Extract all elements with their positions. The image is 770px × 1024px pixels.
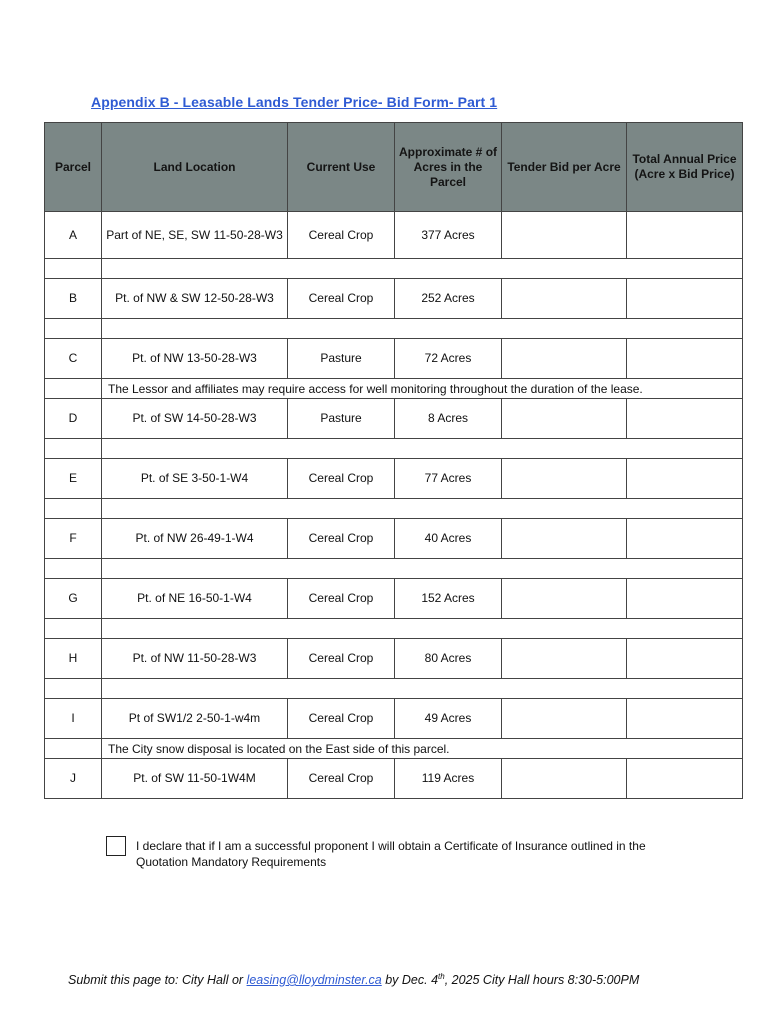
bid-form-table: [44, 122, 743, 799]
spacer-cell: [45, 559, 102, 579]
acres-cell: 40 Acres: [395, 519, 502, 559]
current-use-cell: Cereal Crop: [288, 519, 395, 559]
table-row: [45, 519, 743, 559]
parcel-cell: F: [45, 519, 102, 559]
current-use-cell: Pasture: [288, 339, 395, 379]
land-location-cell: Part of NE, SE, SW 11-50-28-W3: [102, 212, 288, 259]
spacer-row: [45, 499, 743, 519]
current-use-cell: Cereal Crop: [288, 639, 395, 679]
header-current-use: Current Use: [288, 123, 395, 212]
tender-bid-input-cell[interactable]: [502, 639, 627, 679]
acres-cell: 152 Acres: [395, 579, 502, 619]
header-land-location: Land Location: [102, 123, 288, 212]
total-price-input-cell[interactable]: [627, 519, 743, 559]
land-location-cell: Pt. of NW 13-50-28-W3: [102, 339, 288, 379]
spacer-cell: [102, 559, 743, 579]
current-use-cell: Cereal Crop: [288, 459, 395, 499]
table-row: [45, 339, 743, 379]
total-price-input-cell[interactable]: [627, 212, 743, 259]
total-price-input-cell[interactable]: [627, 339, 743, 379]
table-body: [45, 212, 743, 799]
acres-cell: 49 Acres: [395, 699, 502, 739]
spacer-row: [45, 559, 743, 579]
note-spacer-cell: [45, 379, 102, 399]
land-location-cell: Pt. of NW & SW 12-50-28-W3: [102, 279, 288, 319]
footer-date-suffix: th: [438, 972, 445, 981]
total-price-input-cell[interactable]: [627, 459, 743, 499]
table-row: [45, 459, 743, 499]
declaration-checkbox[interactable]: [106, 836, 126, 856]
spacer-cell: [45, 259, 102, 279]
parcel-cell: G: [45, 579, 102, 619]
table-row: [45, 759, 743, 799]
spacer-cell: [45, 439, 102, 459]
current-use-cell: Cereal Crop: [288, 212, 395, 259]
parcel-cell: B: [45, 279, 102, 319]
tender-bid-input-cell[interactable]: [502, 399, 627, 439]
land-location-cell: Pt. of SW 14-50-28-W3: [102, 399, 288, 439]
header-parcel: Parcel: [45, 123, 102, 212]
current-use-cell: Cereal Crop: [288, 579, 395, 619]
acres-cell: 377 Acres: [395, 212, 502, 259]
footer-prefix: Submit this page to: City Hall or: [68, 973, 247, 988]
spacer-row: [45, 319, 743, 339]
declaration-text: I declare that if I am a successful proponent I will obtain a Certificate of Insurance outlined in the Quotation Mandatory Requirements: [136, 839, 646, 869]
spacer-cell: [102, 619, 743, 639]
header-acres: Approximate # of Acres in the Parcel: [395, 123, 502, 212]
current-use-cell: Pasture: [288, 399, 395, 439]
total-price-input-cell[interactable]: [627, 639, 743, 679]
footer-hours: , 2025 City Hall hours 8:30-5:00PM: [444, 973, 640, 988]
acres-cell: 77 Acres: [395, 459, 502, 499]
land-location-cell: Pt. of NW 26-49-1-W4: [102, 519, 288, 559]
spacer-cell: [45, 679, 102, 699]
parcel-cell: I: [45, 699, 102, 739]
header-total-price: Total Annual Price (Acre x Bid Price): [627, 123, 743, 212]
parcel-note: The Lessor and affiliates may require access for well monitoring throughout the duration of the lease.: [102, 379, 743, 399]
tender-bid-input-cell[interactable]: [502, 699, 627, 739]
table-row: [45, 212, 743, 259]
current-use-cell: Cereal Crop: [288, 699, 395, 739]
page-title: Appendix B - Leasable Lands Tender Price- Bid Form- Part 1: [91, 94, 498, 110]
spacer-cell: [45, 499, 102, 519]
spacer-cell: [102, 679, 743, 699]
tender-bid-input-cell[interactable]: [502, 519, 627, 559]
total-price-input-cell[interactable]: [627, 279, 743, 319]
spacer-row: [45, 259, 743, 279]
parcel-cell: E: [45, 459, 102, 499]
table-row: [45, 279, 743, 319]
total-price-input-cell[interactable]: [627, 699, 743, 739]
table-header-row: [45, 123, 743, 212]
parcel-cell: C: [45, 339, 102, 379]
tender-bid-input-cell[interactable]: [502, 459, 627, 499]
total-price-input-cell[interactable]: [627, 759, 743, 799]
land-location-cell: Pt. of NW 11-50-28-W3: [102, 639, 288, 679]
acres-cell: 8 Acres: [395, 399, 502, 439]
email-link[interactable]: leasing@lloydminster.ca: [246, 973, 382, 988]
parcel-cell: D: [45, 399, 102, 439]
acres-cell: 80 Acres: [395, 639, 502, 679]
acres-cell: 252 Acres: [395, 279, 502, 319]
parcel-note-row: [45, 379, 743, 399]
land-location-cell: Pt. of NE 16-50-1-W4: [102, 579, 288, 619]
table-row: [45, 639, 743, 679]
spacer-cell: [102, 499, 743, 519]
current-use-cell: Cereal Crop: [288, 759, 395, 799]
spacer-row: [45, 619, 743, 639]
submission-footer: [68, 972, 639, 987]
land-location-cell: Pt of SW1/2 2-50-1-w4m: [102, 699, 288, 739]
acres-cell: 119 Acres: [395, 759, 502, 799]
spacer-row: [45, 679, 743, 699]
tender-bid-input-cell[interactable]: [502, 339, 627, 379]
tender-bid-input-cell[interactable]: [502, 279, 627, 319]
spacer-cell: [102, 439, 743, 459]
land-location-cell: Pt. of SE 3-50-1-W4: [102, 459, 288, 499]
tender-bid-input-cell[interactable]: [502, 759, 627, 799]
spacer-row: [45, 439, 743, 459]
current-use-cell: Cereal Crop: [288, 279, 395, 319]
spacer-cell: [45, 619, 102, 639]
tender-bid-input-cell[interactable]: [502, 579, 627, 619]
table-row: [45, 579, 743, 619]
parcel-cell: A: [45, 212, 102, 259]
table-row: [45, 399, 743, 439]
footer-date: by Dec. 4: [381, 973, 439, 988]
parcel-note-row: [45, 739, 743, 759]
header-tender-bid: Tender Bid per Acre: [502, 123, 627, 212]
spacer-cell: [102, 259, 743, 279]
total-price-input-cell[interactable]: [627, 399, 743, 439]
tender-bid-input-cell[interactable]: [502, 212, 627, 259]
table-row: [45, 699, 743, 739]
parcel-cell: H: [45, 639, 102, 679]
parcel-note: The City snow disposal is located on the East side of this parcel.: [102, 739, 743, 759]
total-price-input-cell[interactable]: [627, 579, 743, 619]
acres-cell: 72 Acres: [395, 339, 502, 379]
land-location-cell: Pt. of SW 11-50-1W4M: [102, 759, 288, 799]
spacer-cell: [45, 319, 102, 339]
spacer-cell: [102, 319, 743, 339]
parcel-cell: J: [45, 759, 102, 799]
note-spacer-cell: [45, 739, 102, 759]
